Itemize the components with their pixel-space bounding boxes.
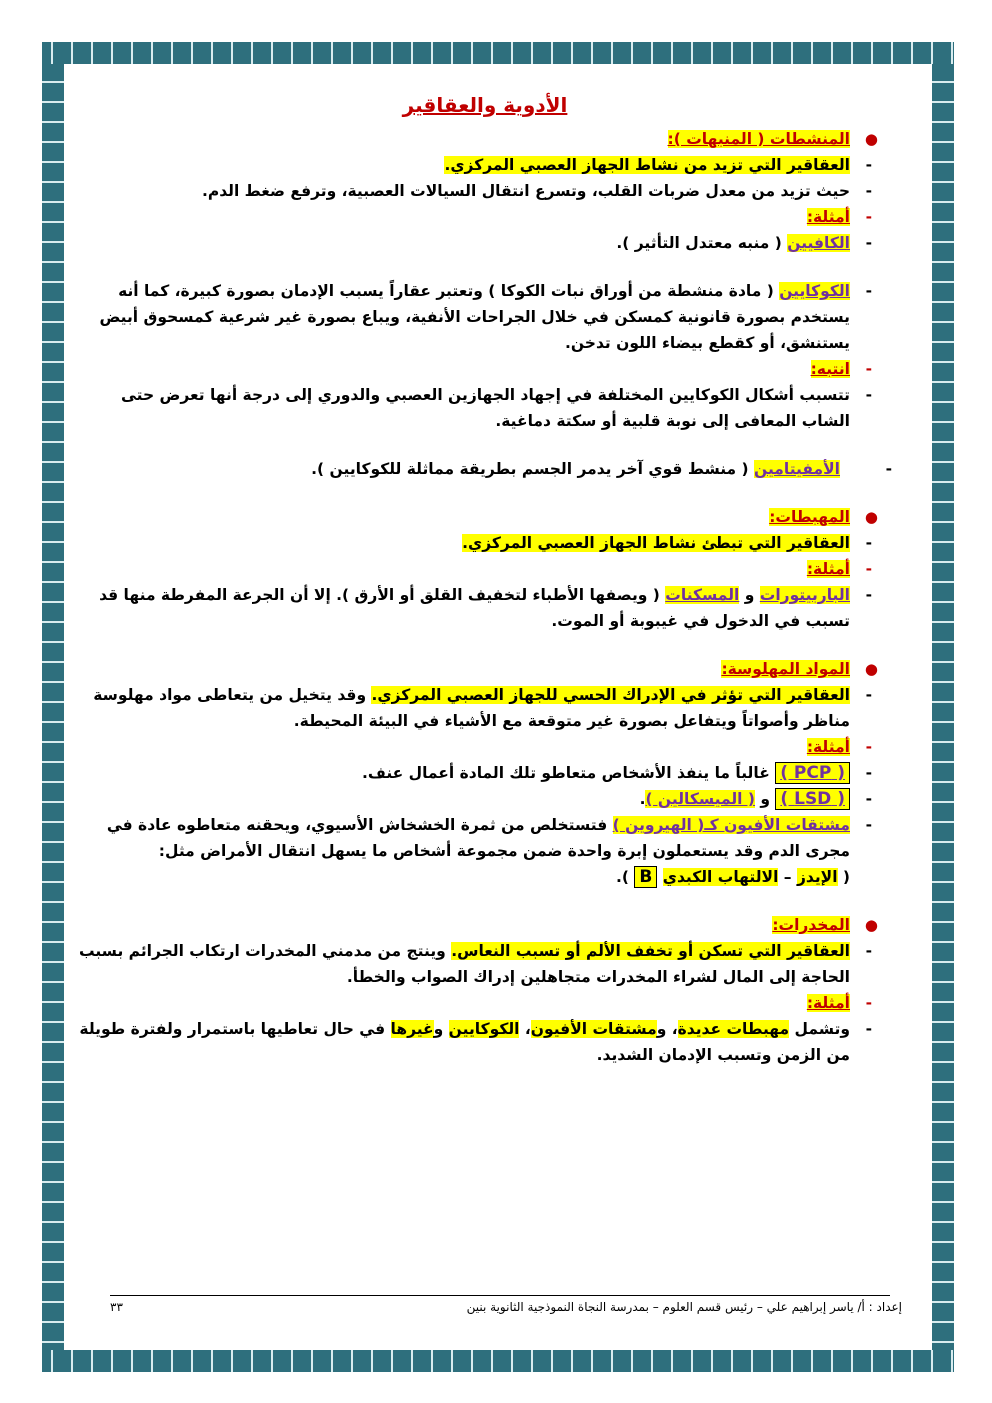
- term-desc: فتستخلص من ثمرة الخشخاش الأسيوي، ويحقنه متعاطوه عادة في مجرى الدم وقد يستعملون إبرة واحدة ضمن مجموعة أشخاص ما يسهل انتقال الأمراض مثل:: [106, 816, 850, 860]
- dash: -: [865, 234, 872, 252]
- list-item: [70, 812, 900, 864]
- document-body: [70, 90, 900, 1068]
- list-item: [70, 152, 900, 178]
- page-number: ٣٣: [110, 1300, 123, 1314]
- definition: العقاقير التي تبطئ نشاط الجهاز العصبي المركزي.: [462, 534, 850, 552]
- dash: -: [865, 282, 872, 300]
- section-narcotics: [70, 912, 900, 938]
- dash: -: [865, 586, 872, 604]
- bullet-icon: ●: [864, 130, 878, 148]
- page-title: الأدوية والعقاقير: [402, 93, 568, 117]
- list-item: [70, 1016, 900, 1068]
- text: ،: [519, 1020, 531, 1038]
- warning-text: انتبه:: [810, 360, 850, 378]
- list-item: [70, 786, 900, 812]
- list-item: [70, 382, 900, 434]
- term-depressants: مهبطات عديدة: [677, 1020, 790, 1038]
- period: .: [639, 790, 646, 808]
- term-b: B: [634, 866, 657, 888]
- dash: -: [865, 790, 872, 808]
- term-desc: ( مادة منشطة من أوراق نبات الكوكا ) وتعتبر عقاراً يسبب الإدمان بصورة كبيرة، كما أنه يستخدم بصورة قانونية كمسكن في خلال الجراحات الأنفية، ويباع بصورة غير شرعية كمسحوق أبيض يستنشق، أو كقطع بيضاء اللون تدخن.: [99, 282, 850, 352]
- section-heading: المنشطات ( المنبهات ):: [667, 130, 850, 148]
- dash: -: [865, 738, 872, 756]
- term-amphetamine: الأمفيتامين: [754, 460, 840, 478]
- list-item: [70, 230, 900, 256]
- term-cocaine: الكوكايين: [448, 1020, 520, 1038]
- definition: العقاقير التي تسكن أو تخفف الألم أو تسبب النعاس.: [451, 942, 850, 960]
- bullet-icon: ●: [864, 508, 878, 526]
- definition-more: وقد يتخيل من يتعاطى مواد مهلوسة مناظر وأصواتاً ويتفاعل بصورة غير متوقعة مع الأشياء في البيئة المحيطة.: [93, 686, 850, 730]
- section-heading: المخدرات:: [772, 916, 850, 934]
- text: ، و: [656, 1020, 678, 1038]
- effect-text: حيث تزيد من معدل ضربات القلب، وتسرع انتقال السيالات العصبية، وترفع ضغط الدم.: [201, 182, 850, 200]
- section-heading: المواد المهلوسة:: [721, 660, 850, 678]
- dash: -: [865, 764, 872, 782]
- text: في حال تعاطيها باستمرار ولفترة طويلة من الزمن وتسبب الإدمان الشديد.: [79, 1020, 850, 1064]
- list-item: [70, 530, 900, 556]
- conjunction: و: [754, 790, 776, 808]
- list-item: [70, 456, 900, 482]
- dash: -: [865, 942, 872, 960]
- term-desc: ( منشط قوي آخر يدمر الجسم بطريقة مماثلة للكوكايين ).: [311, 460, 755, 478]
- text: وتشمل: [789, 1020, 850, 1038]
- warning-label: [70, 356, 900, 382]
- term-hepatitis: الالتهاب الكبدي: [662, 868, 779, 886]
- term-aids: الإيدز: [796, 868, 838, 886]
- dash: -: [885, 460, 892, 478]
- section-heading: المهبطات:: [769, 508, 850, 526]
- definition: العقاقير التي تؤثر في الإدراك الحسي للجهاز العصبي المركزي.: [371, 686, 850, 704]
- footer-credit: إعداد : أ/ ياسر إبراهيم علي – رئيس قسم العلوم – بمدرسة النجاة النموذجية الثانوية بنين: [466, 1300, 902, 1314]
- conjunction: و: [739, 586, 760, 604]
- term-opium: مشتقات الأفيون: [530, 1020, 657, 1038]
- list-item: [70, 760, 900, 786]
- examples-label: [70, 204, 900, 230]
- dash: -: [865, 1020, 872, 1038]
- list-item: [70, 938, 900, 990]
- paren-close: ).: [615, 868, 635, 886]
- term-sedatives: المسكنات: [665, 586, 740, 604]
- dash: -: [865, 994, 872, 1012]
- term-desc: غالباً ما ينفذ الأشخاص متعاطو تلك المادة أعمال عنف.: [361, 764, 776, 782]
- dash: -: [865, 182, 872, 200]
- section-depressants: [70, 504, 900, 530]
- warning-desc: تتسبب أشكال الكوكايين المختلفة في إجهاد الجهازين العصبي والدوري إلى درجة أنها تعرض حتى الشاب المعافى إلى نوبة قلبية أو سكتة دماغية.: [120, 386, 850, 430]
- term-mescaline: ( الميسكالين ): [645, 790, 755, 808]
- term-lsd: ( LSD ): [775, 788, 850, 810]
- list-item: [70, 682, 900, 734]
- examples-text: أمثلة:: [806, 560, 850, 578]
- term-opium: مشتقات الأفيون كـ( الهيروين ): [612, 816, 850, 834]
- examples-label: [70, 734, 900, 760]
- dash: -: [865, 360, 872, 378]
- list-item: [70, 178, 900, 204]
- examples-text: أمثلة:: [806, 994, 850, 1012]
- dash: -: [865, 208, 872, 226]
- bullet-icon: ●: [864, 660, 878, 678]
- term-desc: ( ويصفها الأطباء لتخفيف القلق أو الأرق ). إلا أن الجرعة المفرطة منها قد تسبب في الدخول في غيبوبة أو الموت.: [99, 586, 850, 630]
- list-item: [70, 582, 900, 634]
- term-desc: ( منبه معتدل التأثير ).: [616, 234, 788, 252]
- section-stimulants: [70, 126, 900, 152]
- examples-text: أمثلة:: [806, 208, 850, 226]
- dash: -: [865, 156, 872, 174]
- dash: -: [865, 534, 872, 552]
- list-item: [70, 864, 900, 890]
- term-barbiturates: الباربيتورات: [759, 586, 850, 604]
- examples-text: أمثلة:: [806, 738, 850, 756]
- dash: -: [865, 816, 872, 834]
- bullet-icon: ●: [864, 916, 878, 934]
- section-hallucinogens: [70, 656, 900, 682]
- examples-label: [70, 990, 900, 1016]
- text: و: [433, 1020, 449, 1038]
- dash: -: [865, 560, 872, 578]
- separator: –: [778, 868, 797, 886]
- term-pcp: ( PCP ): [775, 762, 850, 784]
- term-others: غيرها: [390, 1020, 434, 1038]
- paren-open: (: [837, 868, 850, 886]
- term-cocaine: الكوكايين: [779, 282, 850, 300]
- dash: -: [865, 686, 872, 704]
- page-footer: [110, 1295, 902, 1314]
- list-item: [70, 278, 900, 356]
- examples-label: [70, 556, 900, 582]
- definition-more: وينتج من مدمني المخدرات ارتكاب الجرائم بسبب الحاجة إلى المال لشراء المخدرات متجاهلين إدراك الصواب والخطأ.: [78, 942, 850, 986]
- dash: -: [865, 386, 872, 404]
- term-caffeine: الكافيين: [787, 234, 850, 252]
- definition: العقاقير التي تزيد من نشاط الجهاز العصبي المركزي.: [444, 156, 850, 174]
